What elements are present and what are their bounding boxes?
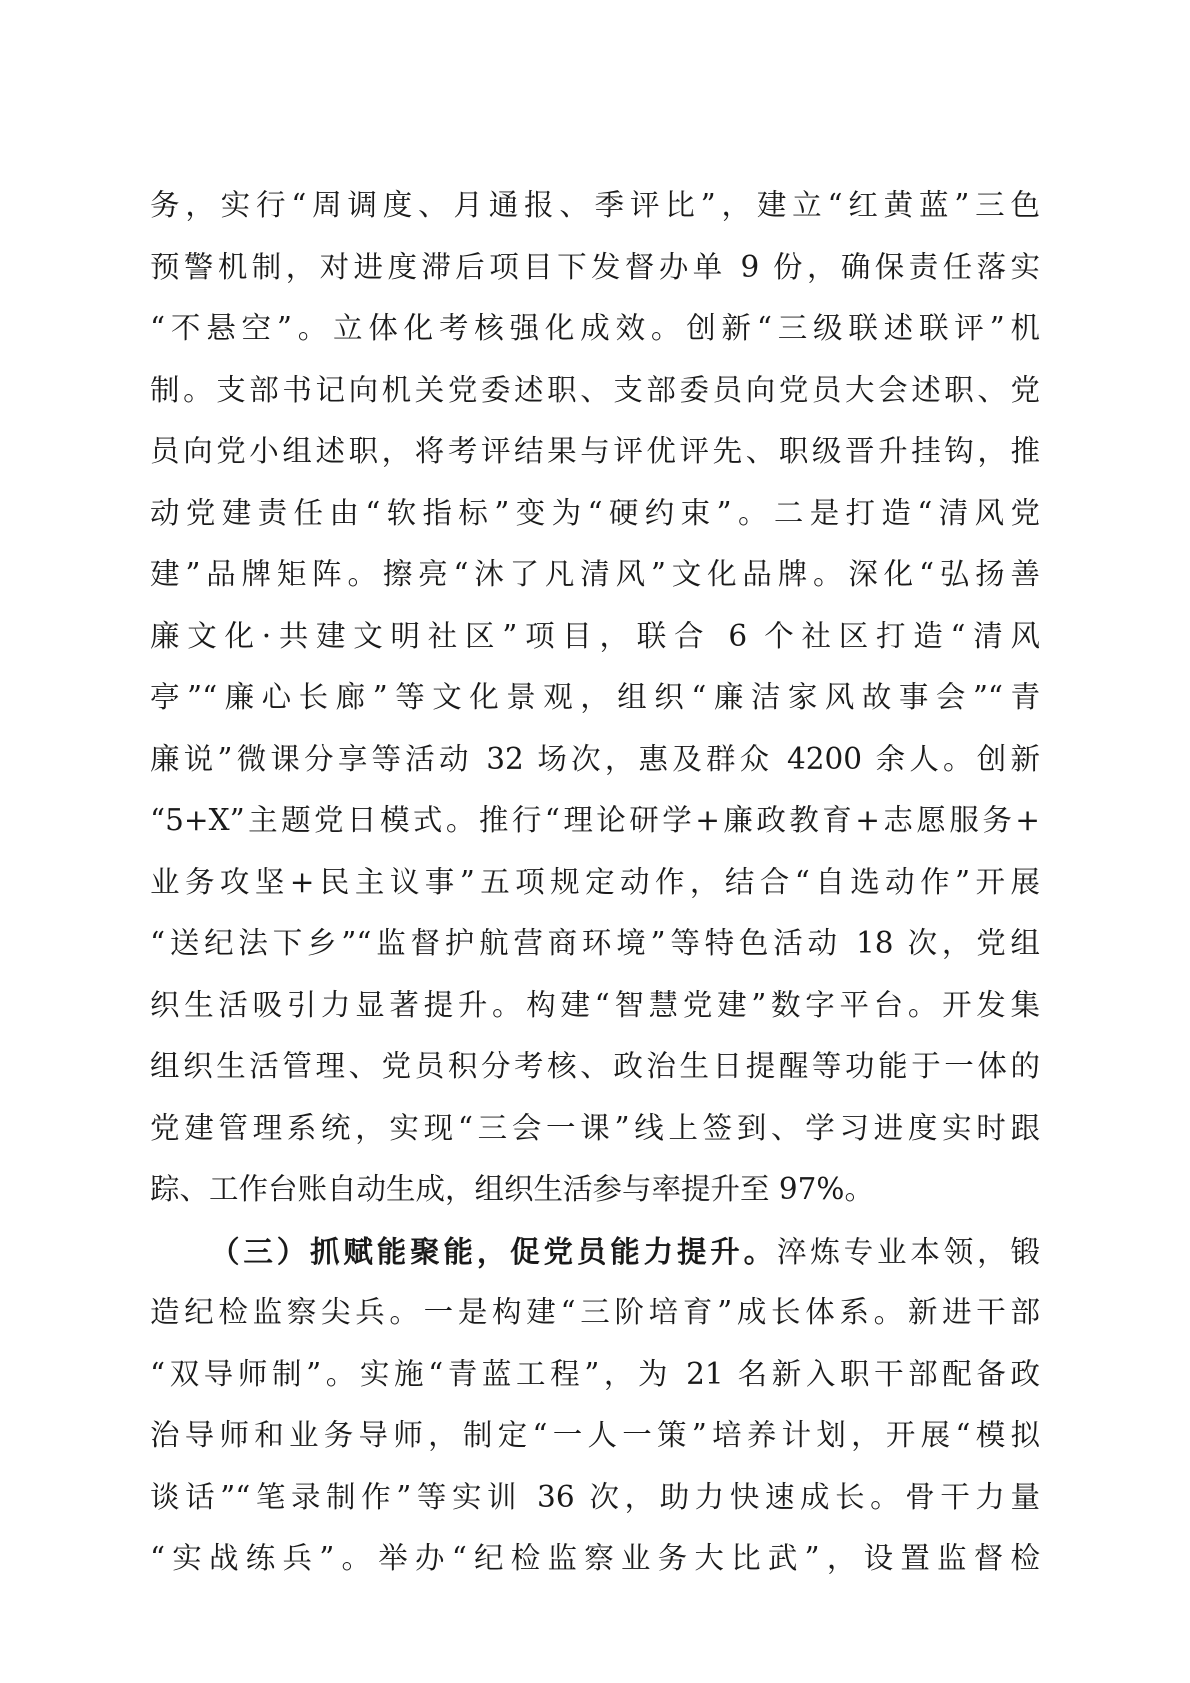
text-line: 廉说”微课分享等活动 32 场次，惠及群众 4200 余人。创新 bbox=[150, 741, 1040, 776]
text-line: 员向党小组述职，将考评结果与评优评先、职级晋升挂钩，推 bbox=[150, 434, 1040, 468]
section-3-first-line bbox=[150, 1221, 1040, 1283]
text-line: “双导师制”。实施“青蓝工程”，为 21 名新入职干部配备政 bbox=[150, 1356, 1040, 1391]
text-line: 织生活吸引力显著提升。构建“智慧党建”数字平台。开发集 bbox=[150, 987, 1040, 1022]
text-line: 动党建责任由“软指标”变为“硬约束”。二是打造“清风党 bbox=[150, 495, 1040, 530]
text-line: “实战练兵”。举办“纪检监察业务大比武”，设置监督检 bbox=[150, 1541, 1040, 1575]
section-3-heading: （三）抓赋能聚能，促党员能力提升。 bbox=[210, 1233, 777, 1269]
paragraph-end-line: 踪、工作台账自动生成，组织生活参与率提升至 97%。 bbox=[150, 1172, 874, 1206]
text-line: “送纪法下乡”“监督护航营商环境”等特色活动 18 次，党组 bbox=[150, 926, 1040, 960]
body-text bbox=[150, 175, 1040, 1590]
text-line: 亭”“廉心长廊”等文化景观，组织“廉洁家风故事会”“青 bbox=[150, 680, 1040, 714]
text-line: 党建管理系统，实现“三会一课”线上签到、学习进度实时跟 bbox=[150, 1110, 1040, 1145]
text-line: 业务攻坚+民主议事”五项规定动作，结合“自选动作”开展 bbox=[150, 864, 1040, 899]
text-line: 治导师和业务导师，制定“一人一策”培养计划，开展“模拟 bbox=[150, 1418, 1040, 1452]
text-line: “5+X”主题党日模式。推行“理论研学+廉政教育+志愿服务+ bbox=[150, 803, 1040, 837]
text-line: 建”品牌矩阵。擦亮“沐了凡清风”文化品牌。深化“弘扬善 bbox=[150, 557, 1040, 591]
text-line: “不悬空”。立体化考核强化成效。创新“三级联述联评”机 bbox=[150, 311, 1040, 345]
text-line: 组织生活管理、党员积分考核、政治生日提醒等功能于一体的 bbox=[150, 1049, 1040, 1083]
text-line: 务，实行“周调度、月通报、季评比”，建立“红黄蓝”三色 bbox=[150, 188, 1040, 222]
text-line: 廉文化·共建文明社区”项目，联合 6 个社区打造“清风 bbox=[150, 618, 1040, 653]
section-3-first-line-text: 淬炼专业本领，锻 bbox=[777, 1234, 1040, 1269]
text-line: 制。支部书记向机关党委述职、支部委员向党员大会述职、党 bbox=[150, 372, 1040, 407]
text-line: 谈话”“笔录制作”等实训 36 次，助力快速成长。骨干力量 bbox=[150, 1479, 1040, 1514]
text-line: 造纪检监察尖兵。一是构建“三阶培育”成长体系。新进干部 bbox=[150, 1295, 1040, 1329]
text-line: 预警机制，对进度滞后项目下发督办单 9 份，确保责任落实 bbox=[150, 249, 1040, 284]
